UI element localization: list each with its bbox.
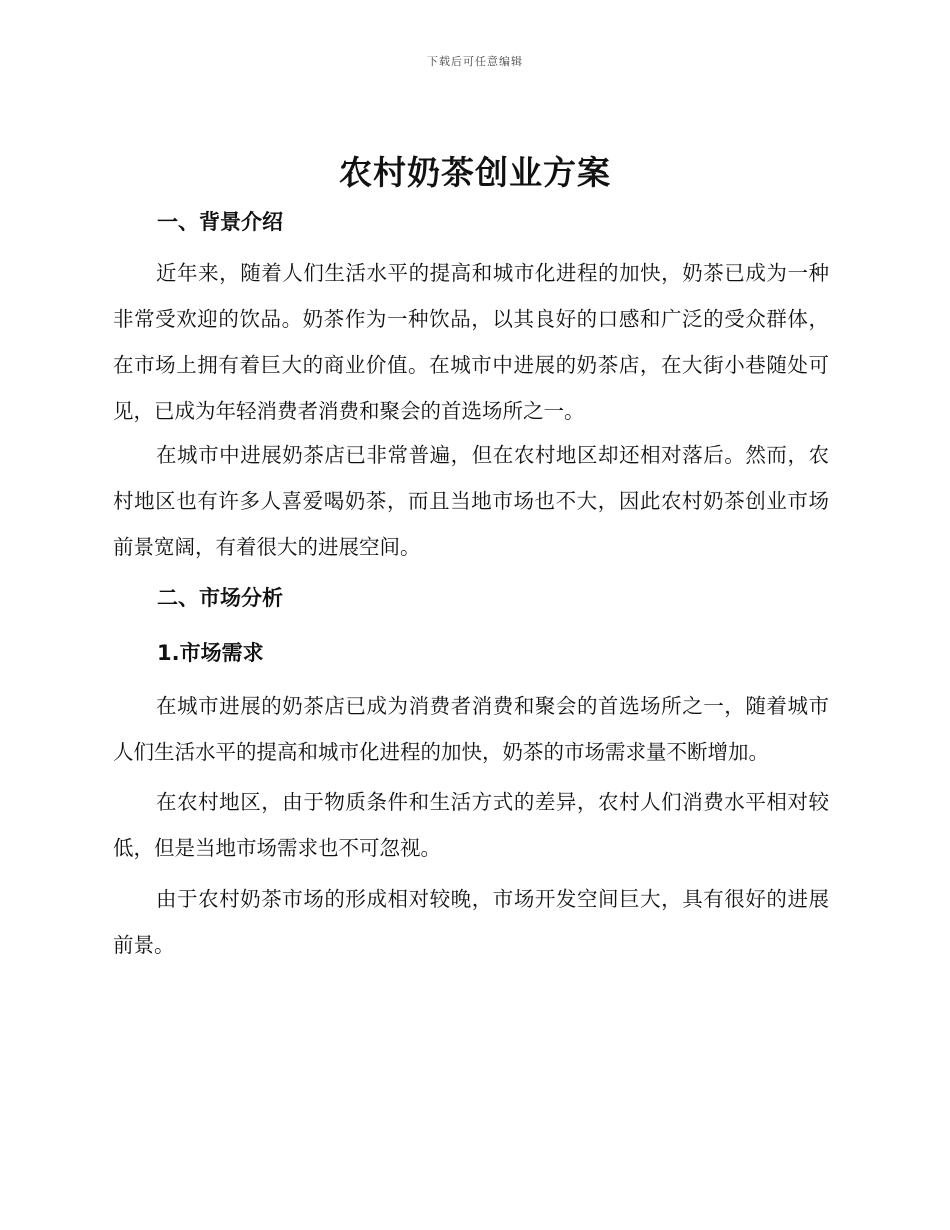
section-heading-market-analysis: 二、市场分析	[157, 586, 283, 610]
paragraph-market-demand-2: 在农村地区，由于物质条件和生活方式的差异，农村人们消费水平相对较低，但是当地市场需求也不可忽视。	[113, 790, 829, 860]
document-title: 农村奶茶创业方案	[339, 153, 611, 192]
subsection-heading-market-demand: 1.市场需求	[157, 641, 264, 665]
paragraph-background-1: 近年来，随着人们生活水平的提高和城市化进程的加快，奶茶已成为一种非常受欢迎的饮品。奶茶作为一种饮品，以其良好的口感和广泛的受众群体，在市场上拥有着巨大的商业价值。在城市中进展的奶茶店，在大街小巷随处可见，已成为年轻消费者消费和聚会的首选场所之一。	[113, 261, 829, 423]
section-heading-background: 一、背景介绍	[157, 210, 283, 234]
paragraph-market-demand-3: 由于农村奶茶市场的形成相对较晚，市场开发空间巨大，具有很好的进展前景。	[113, 887, 829, 957]
header-note: 下载后可任意编辑	[427, 55, 523, 68]
paragraph-background-2: 在城市中进展奶茶店已非常普遍，但在农村地区却还相对落后。然而，农村地区也有许多人喜爱喝奶茶，而且当地市场也不大，因此农村奶茶创业市场前景宽阔，有着很大的进展空间。	[113, 443, 829, 559]
paragraph-market-demand-1: 在城市进展的奶茶店已成为消费者消费和聚会的首选场所之一，随着城市人们生活水平的提高和城市化进程的加快，奶茶的市场需求量不断增加。	[113, 694, 829, 764]
